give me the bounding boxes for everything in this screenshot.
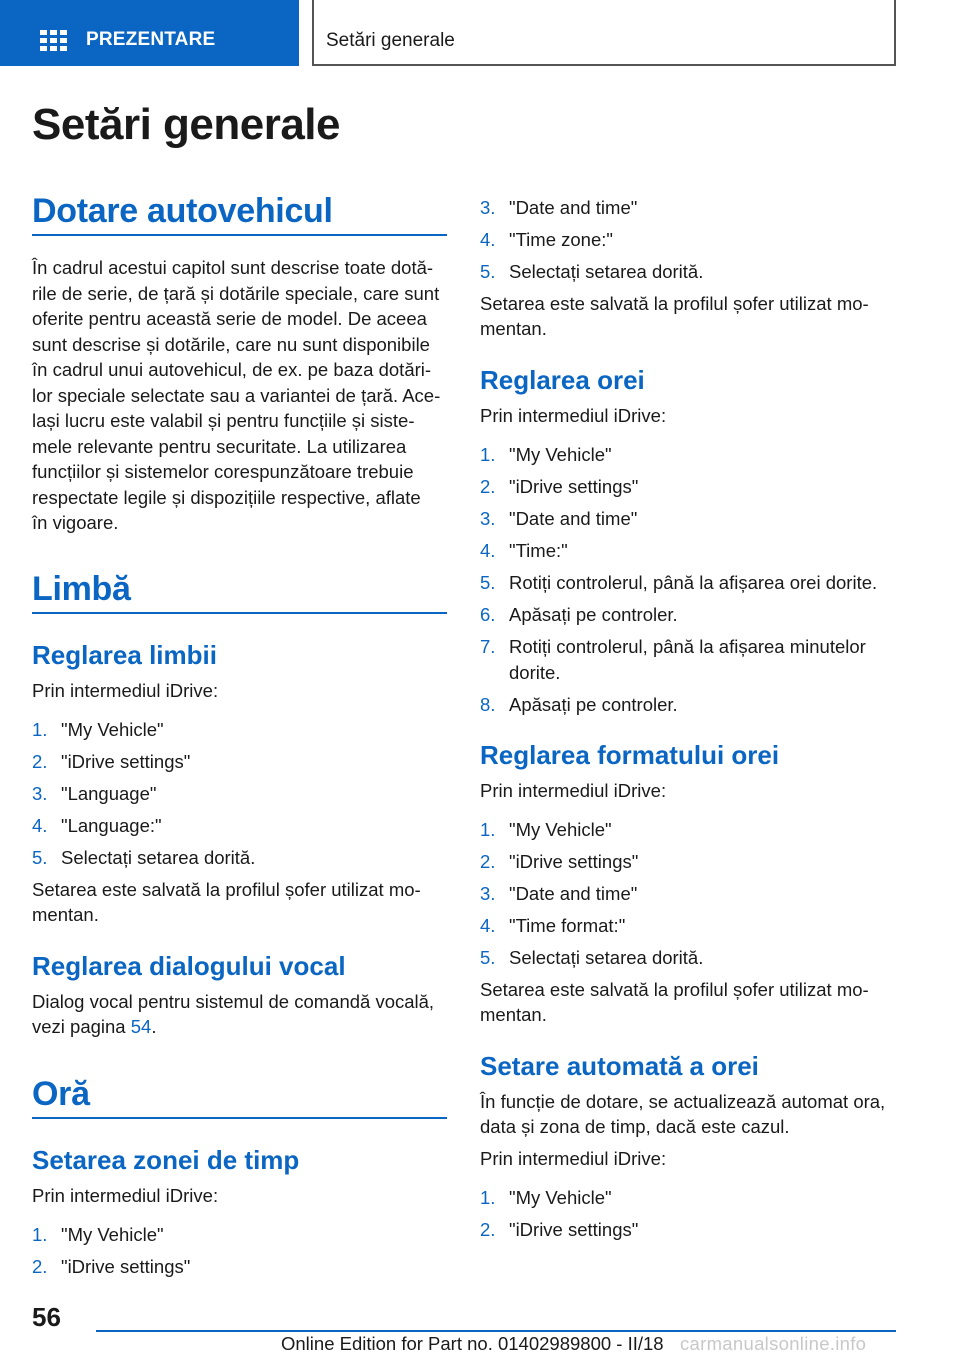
reglare-limbii-title: Reglarea limbii [32, 640, 217, 670]
step-text: "Date and time" [509, 883, 638, 904]
step-number: 2. [32, 1256, 48, 1277]
step-number: 5. [480, 572, 496, 593]
step-number: 2. [480, 476, 496, 497]
paragraph-line: sunt descrise și dotările, care nu sunt disponibile [32, 333, 430, 355]
step-text-continued: dorite. [509, 661, 561, 683]
page-title: Setări generale [32, 100, 340, 149]
paragraph-line: oferite pentru această serie de model. De aceea [32, 308, 427, 329]
paragraph-line: funcțiilor și sistemelor corespunzătoare trebuie [32, 461, 414, 482]
paragraph-line: lași lucru este valabil și pentru funcțiile și siste- [32, 410, 415, 431]
setare-automata-title: Setare automată a orei [480, 1051, 759, 1081]
footer-edition: Online Edition for Part no. 01402989800 - II/18 [281, 1333, 664, 1354]
section-limba-title: Limbă [32, 570, 131, 608]
paragraph-line: în vigoare. [32, 512, 119, 533]
reglare-orei-intro: Prin intermediul iDrive: [480, 405, 667, 426]
step-number: 4. [32, 815, 48, 836]
step-text: Apăsați pe controler. [509, 693, 678, 715]
dialog-text: vezi pagina [32, 1016, 131, 1037]
reglare-limbii-note-1: Setarea este salvată la profilul șofer utilizat mo- [32, 879, 421, 900]
step-text: "Date and time" [509, 508, 638, 529]
step-number: 5. [480, 261, 496, 282]
step-number: 1. [480, 1187, 496, 1208]
paragraph-line: mele relevante pentru securitate. La utilizarea [32, 435, 407, 457]
page-number: 56 [32, 1302, 61, 1332]
reglare-limbii-intro: Prin intermediul iDrive: [32, 680, 219, 701]
step-number: 3. [480, 883, 496, 904]
step-text: "iDrive settings" [509, 1219, 639, 1240]
setare-automata-intro: Prin intermediul iDrive: [480, 1148, 667, 1169]
step-text: Selectați setarea dorită. [509, 947, 704, 968]
paragraph-line: rile de serie, de țară și dotările speciale, care sunt [32, 282, 440, 304]
step-text: "Date and time" [509, 197, 638, 218]
step-number: 3. [480, 508, 496, 529]
step-number: 2. [32, 751, 48, 772]
format-orei-title: Reglarea formatului orei [480, 740, 780, 770]
step-number: 1. [480, 819, 496, 840]
step-number: 4. [480, 915, 496, 936]
paragraph-line: În cadrul acestui capitol sunt descrise toate dotă- [32, 257, 434, 278]
format-note-2: mentan. [480, 1004, 547, 1025]
reglare-limbii-note-2: mentan. [32, 904, 99, 925]
step-text: "My Vehicle" [509, 444, 612, 465]
step-text: Selectați setarea dorită. [509, 261, 704, 282]
tab-prezentare[interactable] [0, 0, 299, 66]
footer-rule [96, 1330, 896, 1332]
paragraph-line: lor speciale selectate sau a variantei de țară. Ace- [32, 384, 441, 406]
step-number: 3. [32, 783, 48, 804]
step-text: Apăsați pe controler. [509, 604, 678, 625]
step-text: Rotiți controlerul, până la afișarea minutelor [509, 636, 866, 657]
step-text: "iDrive settings" [61, 751, 191, 772]
step-text: Rotiți controlerul, până la afișarea orei dorite. [509, 572, 878, 593]
step-text: "My Vehicle" [61, 719, 164, 740]
paragraph-line: în cadrul unui autovehicul, de ex. pe baza dotări- [32, 359, 432, 380]
step-number: 7. [480, 636, 496, 657]
paragraph-line: respectate legile și dispozițiile respective, aflate [32, 486, 421, 508]
format-orei-intro: Prin intermediul iDrive: [480, 780, 667, 801]
dialog-vocal-line-1: Dialog vocal pentru sistemul de comandă vocală, [32, 991, 435, 1012]
zona-timp-title: Setarea zonei de timp [32, 1145, 300, 1175]
tab-setari-generale-label: Setări generale [326, 30, 455, 51]
step-text: "My Vehicle" [509, 819, 612, 840]
section-ora-title: Oră [32, 1075, 90, 1113]
setare-automata-line-1: În funcție de dotare, se actualizează automat ora, [480, 1091, 886, 1112]
step-number: 2. [480, 1219, 496, 1240]
step-number: 8. [480, 693, 496, 715]
step-text: "Language" [61, 783, 157, 804]
step-text: "Language:" [61, 815, 162, 836]
step-number: 4. [480, 229, 496, 250]
section-dotare-title: Dotare autovehicul [32, 192, 333, 230]
step-text: "iDrive settings" [509, 476, 639, 497]
step-number: 1. [32, 719, 48, 740]
setare-automata-line-2: data și zona de timp, dacă este cazul. [480, 1116, 790, 1137]
step-number: 4. [480, 540, 496, 561]
section-rule [32, 234, 447, 236]
step-text: "iDrive settings" [509, 851, 639, 872]
step-number: 1. [480, 444, 496, 465]
step-text: "Time format:" [509, 915, 626, 936]
section-rule [32, 1117, 447, 1119]
dialog-vocal-title: Reglarea dialogului vocal [32, 951, 346, 981]
step-text: "My Vehicle" [509, 1187, 612, 1208]
step-text: "iDrive settings" [61, 1256, 191, 1277]
zona-note-2: mentan. [480, 318, 547, 339]
zona-timp-intro: Prin intermediul iDrive: [32, 1185, 219, 1206]
step-number: 6. [480, 604, 496, 625]
tab-prezentare-label: PREZENTARE [86, 29, 216, 50]
reglare-orei-title: Reglarea orei [480, 365, 645, 395]
zona-note-1: Setarea este salvată la profilul șofer utilizat mo- [480, 293, 869, 314]
dialog-vocal-line-2 [32, 1014, 156, 1040]
step-text: "My Vehicle" [61, 1224, 164, 1245]
grid-menu-icon [40, 30, 66, 52]
tab-setari-generale[interactable] [312, 0, 896, 66]
watermark: carmanualsonline.info [680, 1333, 867, 1354]
header [0, 0, 960, 66]
dialog-period: . [151, 1016, 157, 1037]
section-rule [32, 612, 447, 614]
step-text: "Time zone:" [509, 229, 613, 250]
page-link-54[interactable]: 54 [130, 1016, 152, 1037]
step-number: 1. [32, 1224, 48, 1245]
step-number: 5. [480, 947, 496, 968]
step-number: 3. [480, 197, 496, 218]
step-number: 2. [480, 851, 496, 872]
format-note-1: Setarea este salvată la profilul șofer utilizat mo- [480, 979, 869, 1000]
step-text: "Time:" [509, 540, 568, 561]
step-text: Selectați setarea dorită. [61, 847, 256, 868]
step-number: 5. [32, 847, 48, 868]
